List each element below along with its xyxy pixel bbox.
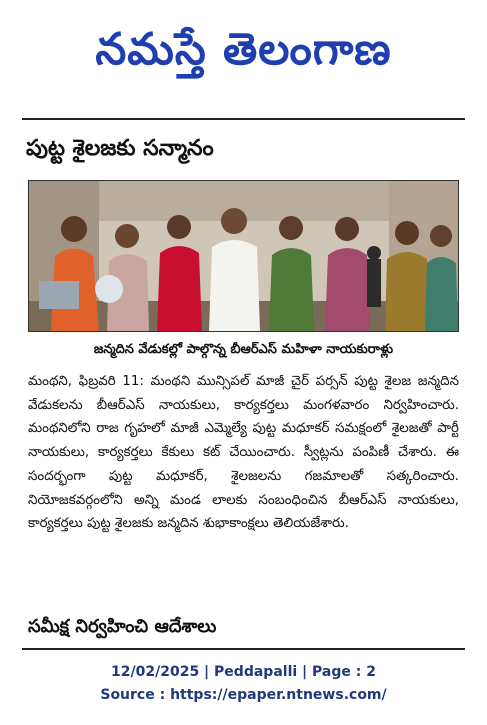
next-article-headline-fragment (28, 616, 459, 637)
masthead (0, 0, 487, 110)
article-photo (28, 180, 459, 332)
footer-source: Source : https://epaper.ntnews.com/ (100, 687, 387, 703)
article-body: మంథని, ఫిబ్రవరి 11: మంథని మున్సిపల్ మాజీ చైర్ పర్సన్ పుట్ట శైలజ జన్మదిన వేడుకలను బీఆర్ఎస్ నాయకులు, కార్యకర్తలు మంగళవారం నిర్వహించారు. మంథనిలోని రాజ గృహలో మాజీ ఎమ్మెల్యే పుట్ట మధూకర్ సమక్షంలో శైలజతో పార్టీ నాయకులు, కార్యకర్తలు కేకులు కట్ చేయించారు. స్వీట్లను పంపిణీ చేశారు. ఈ సందర్భంగా పుట్ట మధూకర్, శైలజలను గజమాలతో సత్కరించారు. నియోజకవర్గంలోని అన్ని మండ లాలకు సంబంధించిన బీఆర్ఎస్ నాయకులు, కార్యకర్తలు పుట్ట శైలజకు జన్మదిన శుభాకాంక్షలు తెలియజేశారు. (28, 374, 459, 532)
article-headline: పుట్ట శైలజకు సన్మానం (26, 136, 214, 161)
photo-caption: జన్మదిన వేడుకల్లో పాల్గొన్న బీఆర్ఎస్ మహిళా నాయకురాళ్లు (93, 342, 394, 357)
newspaper-title: నమస్తే తెలంగాణ (95, 24, 392, 75)
footer-divider (22, 648, 465, 650)
top-divider (22, 118, 465, 120)
footer-date-edition: 12/02/2025 | Peddapalli | Page : 2 (111, 664, 376, 680)
next-article-headline-text: సమీక్ష నిర్వహించి ఆదేశాలు (28, 616, 217, 637)
